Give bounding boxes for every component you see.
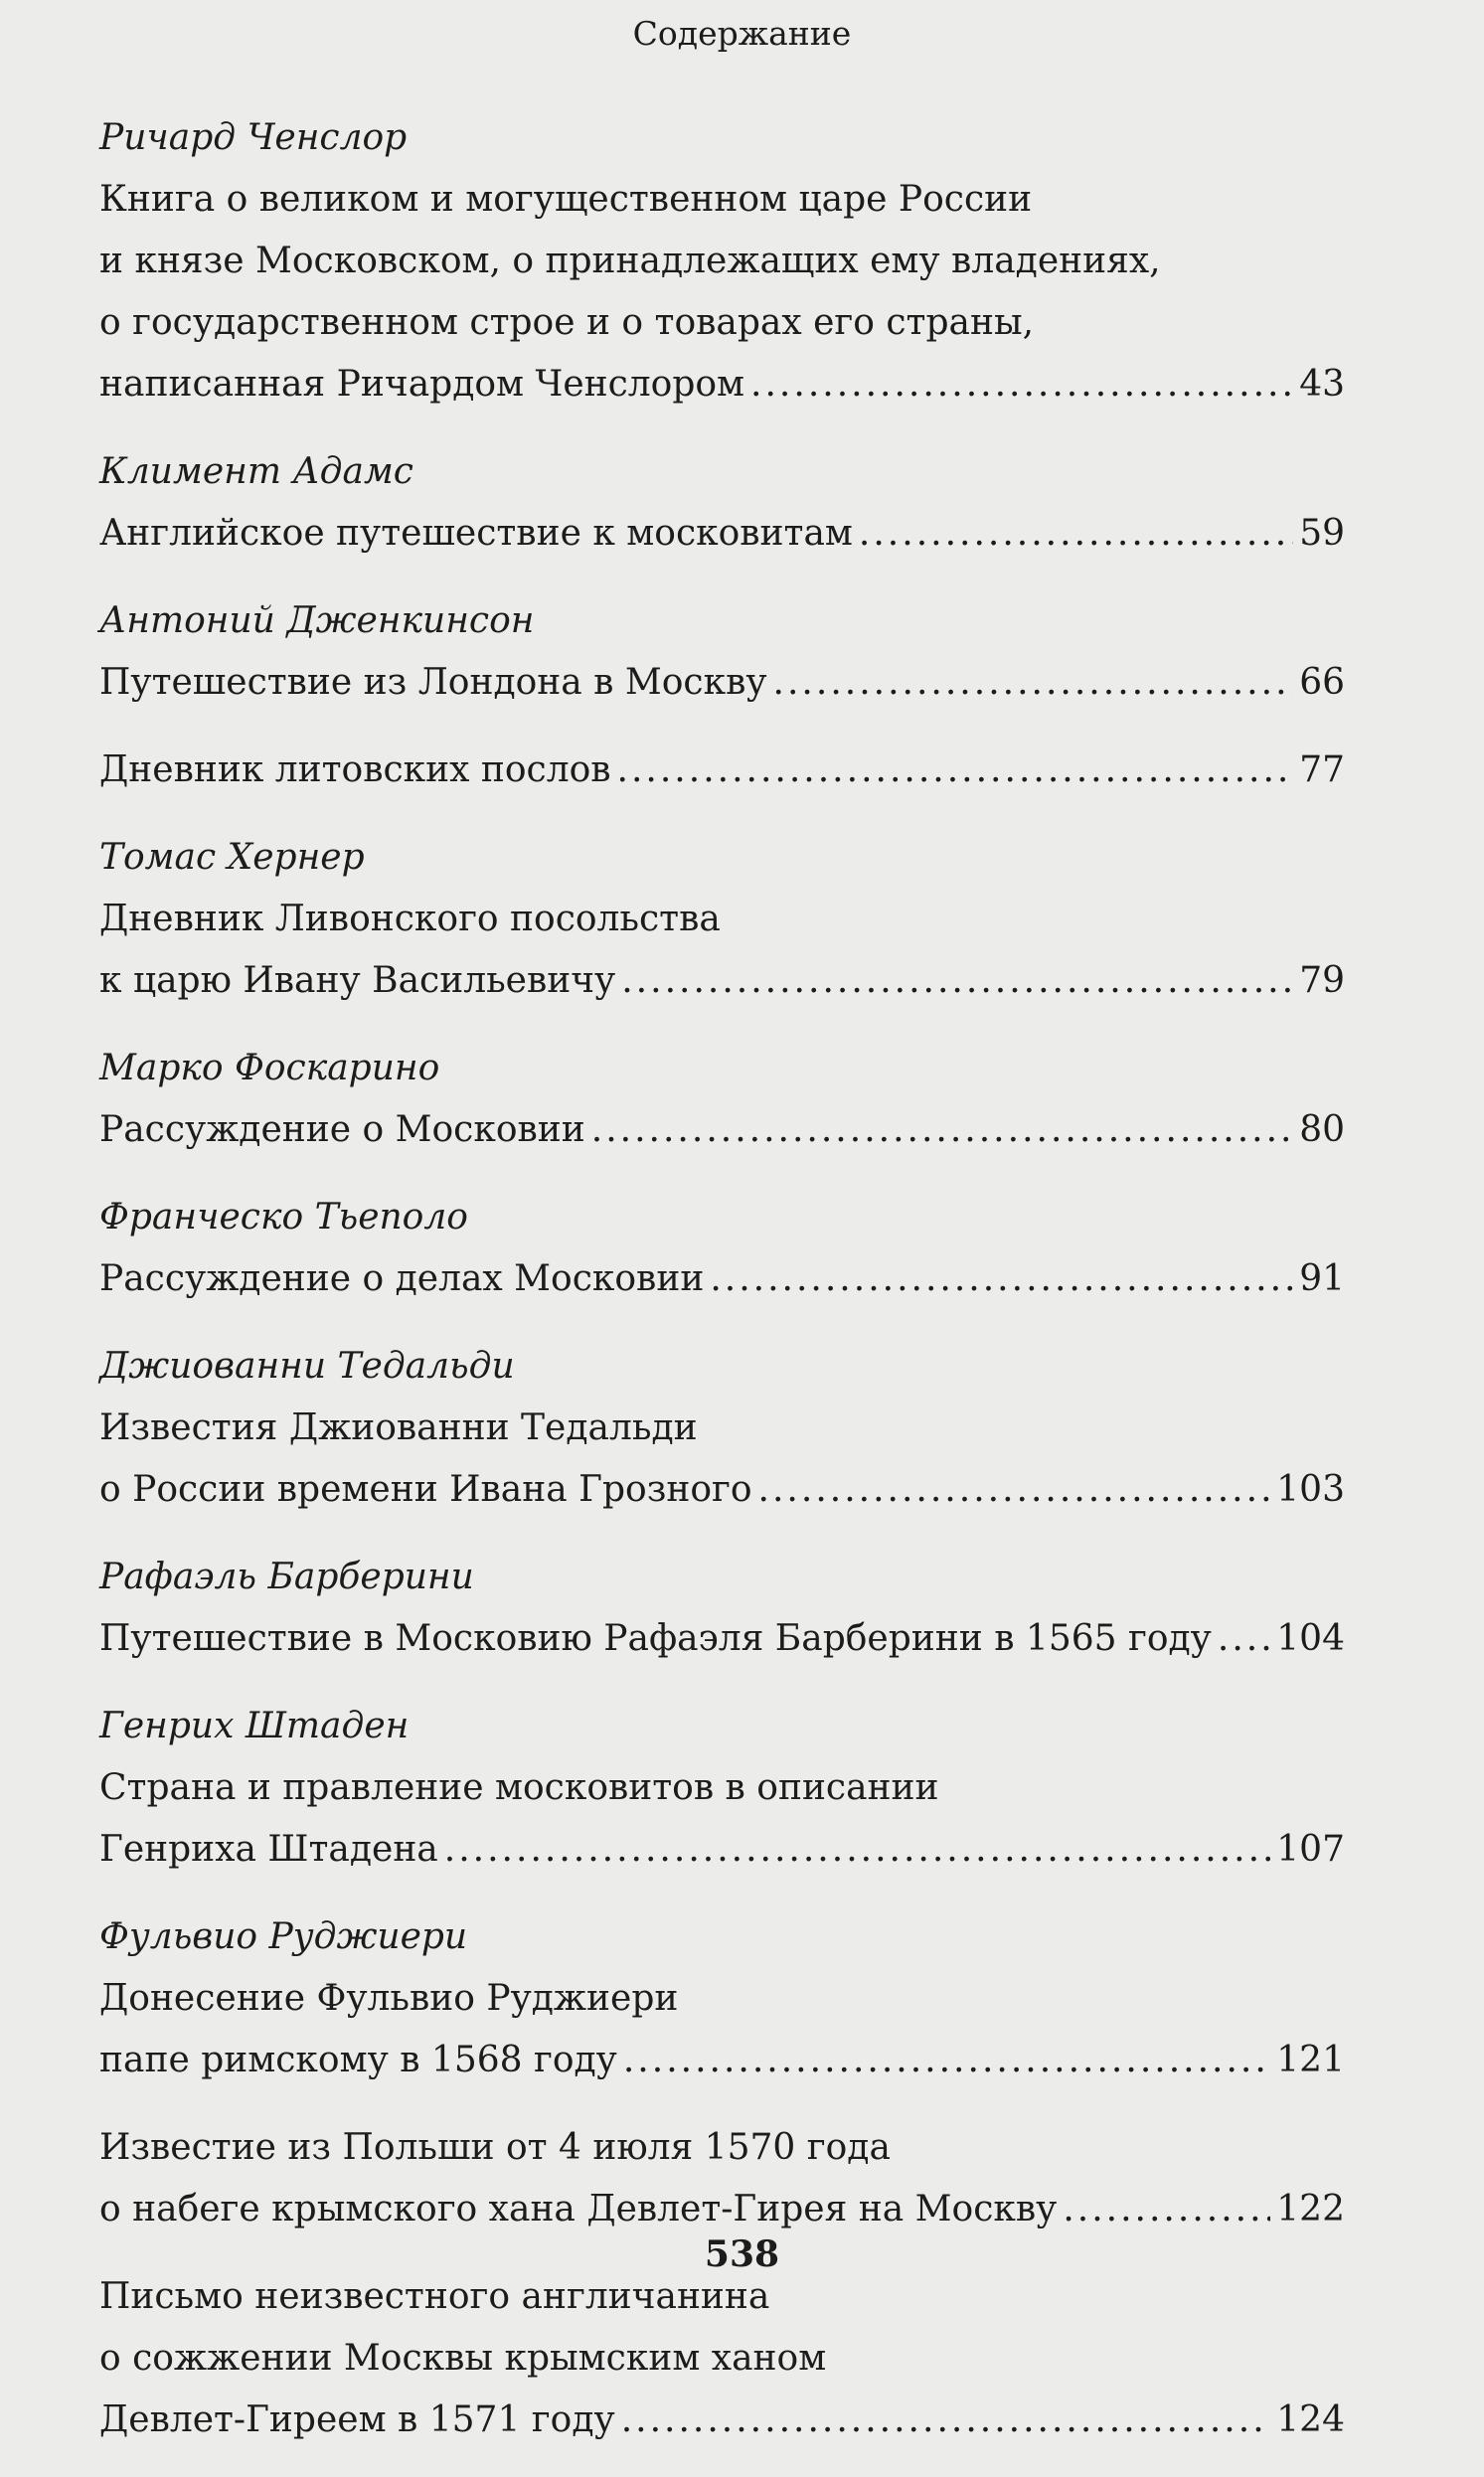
toc-entry: [99, 740, 1345, 801]
toc-author: Рафаэль Барберини: [99, 1557, 474, 1597]
toc-title-last-line: [99, 1459, 1345, 1521]
toc-title-last-line: [99, 1099, 1345, 1161]
dot-leader: [591, 1099, 1293, 1161]
toc-page-number: 80: [1299, 1109, 1345, 1150]
dot-leader: [773, 652, 1294, 714]
toc-title-last-line: [99, 354, 1345, 415]
toc-title-last-line: [99, 1608, 1345, 1670]
toc-title-line: Рассуждение о Московии: [99, 1109, 585, 1150]
toc-title-last-line: [99, 503, 1345, 565]
toc-page-number: 66: [1299, 662, 1345, 703]
toc-entry: [99, 2266, 1345, 2451]
toc-title-line: Девлет-Гиреем в 1571 году: [99, 2399, 615, 2440]
toc-title-last-line: [99, 950, 1345, 1012]
dot-leader: [623, 2030, 1270, 2091]
running-header: Содержание: [632, 14, 852, 53]
toc-page-number: 124: [1276, 2399, 1345, 2440]
toc-entry: [99, 107, 1345, 415]
dot-leader: [1063, 2179, 1270, 2240]
dot-leader: [859, 503, 1293, 565]
toc-title-line: Страна и правление московитов в описании: [99, 1767, 939, 1808]
toc-title-line: Известия Джиованни Тедальди: [99, 1407, 698, 1448]
toc-entry: [99, 2117, 1345, 2240]
toc-entry: [99, 1547, 1345, 1670]
toc-title-line: Книга о великом и могущественном царе России: [99, 179, 1033, 220]
toc-page-number: 91: [1299, 1258, 1345, 1299]
toc-title-last-line: [99, 2390, 1345, 2451]
toc-author: Генрих Штаден: [99, 1706, 410, 1746]
toc-title-line: к царю Ивану Васильевичу: [99, 960, 616, 1001]
toc-title-last-line: [99, 740, 1345, 801]
toc-author: Ричард Ченслор: [99, 117, 408, 158]
toc-author: Джиованни Тедальди: [99, 1346, 515, 1387]
toc-title-line: Генриха Штадена: [99, 1829, 438, 1870]
toc-page-number: 103: [1276, 1469, 1345, 1510]
toc-author: Франческо Тьеполо: [99, 1197, 468, 1238]
dot-leader: [750, 354, 1293, 415]
toc-entry: [99, 441, 1345, 565]
toc-entry: [99, 590, 1345, 714]
dot-leader: [621, 2390, 1271, 2451]
table-of-contents: [99, 107, 1345, 2477]
dot-leader: [621, 950, 1293, 1012]
toc-title-line: о сожжении Москвы крымским ханом: [99, 2338, 827, 2379]
dot-leader: [758, 1459, 1271, 1521]
toc-author: Марко Фоскарино: [99, 1048, 440, 1088]
toc-title-line: папе римскому в 1568 году: [99, 2040, 617, 2080]
toc-author: Фульвио Руджиери: [99, 1916, 468, 1957]
toc-author: Антоний Дженкинсон: [99, 600, 535, 641]
toc-title-line: Донесение Фульвио Руджиери: [99, 1978, 679, 2019]
toc-entry: [99, 1187, 1345, 1310]
toc-title-last-line: [99, 2179, 1345, 2240]
toc-title-line: Путешествие в Московию Рафаэля Барберини в 1565 году: [99, 1618, 1212, 1659]
toc-title-line: Известие из Польши от 4 июля 1570 года: [99, 2127, 891, 2168]
dot-leader: [617, 740, 1294, 801]
dot-leader: [444, 1819, 1271, 1881]
toc-page-number: 59: [1299, 513, 1345, 554]
toc-title-last-line: [99, 1248, 1345, 1310]
toc-page-number: 107: [1276, 1829, 1345, 1870]
toc-author: Климент Адамс: [99, 451, 413, 492]
toc-title-line: Путешествие из Лондона в Москву: [99, 662, 767, 703]
toc-entry: [99, 1906, 1345, 2091]
toc-title-line: Дневник Ливонского посольства: [99, 899, 721, 939]
toc-title-last-line: [99, 652, 1345, 714]
toc-entry: [99, 1696, 1345, 1881]
toc-entry: [99, 1038, 1345, 1161]
toc-entry: [99, 1336, 1345, 1521]
toc-page-number: 79: [1299, 960, 1345, 1001]
toc-title-line: о государственном строе и о товарах его страны,: [99, 302, 1035, 343]
toc-title-line: Письмо неизвестного англичанина: [99, 2276, 770, 2317]
toc-entry: [99, 827, 1345, 1012]
toc-title-line: Дневник литовских послов: [99, 749, 611, 790]
toc-title-line: и князе Московском, о принадлежащих ему владениях,: [99, 241, 1161, 281]
toc-page-number: 43: [1299, 364, 1345, 405]
dot-leader: [1218, 1608, 1270, 1670]
dot-leader: [710, 1248, 1293, 1310]
toc-title-line: Английское путешествие к московитам: [99, 513, 853, 554]
toc-page-number: 122: [1276, 2189, 1345, 2229]
toc-title-last-line: [99, 2030, 1345, 2091]
toc-page-number: 104: [1276, 1618, 1345, 1659]
toc-title-line: о набеге крымского хана Девлет-Гирея на Москву: [99, 2189, 1058, 2229]
toc-page-number: 77: [1299, 749, 1345, 790]
toc-page-number: 121: [1276, 2040, 1345, 2080]
toc-author: Томас Хернер: [99, 837, 365, 878]
toc-title-line: Рассуждение о делах Московии: [99, 1258, 705, 1299]
toc-title-last-line: [99, 1819, 1345, 1881]
page-number: 538: [704, 2233, 780, 2275]
toc-title-line: написанная Ричардом Ченслором: [99, 364, 745, 405]
toc-title-line: о России времени Ивана Грозного: [99, 1469, 752, 1510]
